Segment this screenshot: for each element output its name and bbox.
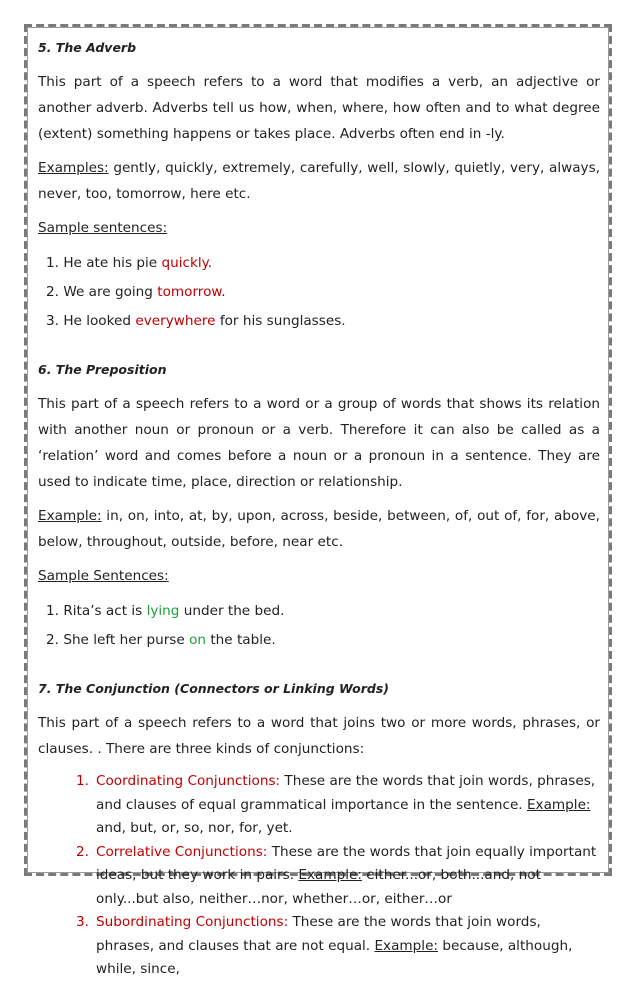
example-text: in, on, into, at, by, upon, across, beside, between, of, out of, for, above, below, throughout, outside, before, near etc. (38, 508, 600, 550)
example-label: Example: (298, 867, 362, 883)
list-item (38, 278, 600, 307)
adverb-sample-list (38, 249, 600, 336)
examples-label: Examples: (38, 160, 109, 176)
sample-sentences-label: Sample sentences: (38, 220, 168, 236)
kind-name: Coordinating Conjunctions: (96, 773, 281, 789)
heading-adverb: 5. The Adverb (38, 40, 137, 55)
highlighted-word: lying (146, 603, 180, 619)
sample-sentences-label: Sample Sentences: (38, 568, 169, 584)
example-text: and, but, or, so, nor, for, yet. (96, 820, 293, 836)
sentence-text: . (207, 255, 213, 271)
example-label: Example: (38, 508, 102, 524)
list-item (38, 307, 600, 336)
highlighted-word: quickly (161, 255, 208, 271)
sentence-text: under the bed. (179, 603, 285, 619)
example-text: either...or, both...and, not only...but also, neither…nor, whether…or, either…or (96, 867, 541, 907)
list-number: 2. (46, 632, 59, 648)
example-label: Example: (526, 796, 591, 813)
list-number: 3. (76, 914, 89, 930)
list-item (38, 841, 600, 912)
list-item (38, 911, 600, 982)
heading-conjunction: 7. The Conjunction (Connectors or Linking Words) (38, 681, 389, 696)
kind-description: These are the words that join words, phrases, and clauses that are not equal. (96, 914, 541, 954)
list-number: 3. (46, 313, 59, 329)
preposition-sample-label (38, 563, 600, 589)
list-item (38, 597, 600, 626)
kind-name: Correlative Conjunctions: (96, 843, 268, 860)
highlighted-word: tomorrow (157, 284, 222, 300)
adverb-definition: This part of a speech refers to a word that modifies a verb, an adjective or another adverb. Adverbs tell us how, when, where, how often and to what degree (extent) something happens or takes place. Adverbs often end in -ly. (38, 74, 600, 142)
highlighted-word: everywhere (135, 313, 216, 329)
kind-description: These are the words that join words, phrases, and clauses of equal grammatical importance in the sentence. (96, 773, 596, 813)
preposition-definition: This part of a speech refers to a word or a group of words that shows its relation with another noun or pronoun or a verb. Therefore it can also be called as a ‘relation’ word and comes before a noun or a pronoun in a sentence. They are used to indicate time, place, direction or relationship. (38, 396, 600, 490)
section-gap (38, 344, 600, 354)
kind-name: Subordinating Conjunctions: (96, 914, 289, 930)
sentence-text: She left her purse (63, 632, 190, 648)
list-item (38, 770, 600, 841)
list-number: 1. (46, 255, 59, 271)
sentence-text: He ate his pie (63, 255, 162, 271)
adverb-examples (38, 155, 600, 207)
preposition-sample-list (38, 597, 600, 655)
sentence-text: We are going (63, 284, 158, 300)
example-text: because, although, while, since, (96, 937, 573, 977)
list-number: 1. (46, 603, 59, 619)
heading-preposition: 6. The Preposition (38, 362, 167, 377)
highlighted-word: on (189, 632, 207, 648)
kind-description: These are the words that join equally important ideas, but they work in pairs. (96, 843, 597, 883)
section-gap (38, 663, 600, 673)
example-label: Example: (374, 937, 439, 954)
preposition-examples (38, 503, 600, 555)
conjunction-kinds-list (38, 770, 600, 982)
examples-text: gently, quickly, extremely, carefully, well, slowly, quietly, very, always, never, too, tomorrow, here etc. (38, 160, 600, 202)
conjunction-definition: This part of a speech refers to a word that joins two or more words, phrases, or clauses. . There are three kinds of conjunctions: (38, 715, 600, 757)
document-body (38, 32, 600, 982)
adverb-sample-label (38, 215, 600, 241)
list-item (38, 626, 600, 655)
sentence-text: for his sunglasses. (215, 313, 346, 329)
sentence-text: He looked (63, 313, 136, 329)
list-number: 2. (46, 284, 59, 300)
sentence-text: Rita’s act is (63, 603, 147, 619)
sentence-text: . (221, 284, 226, 300)
list-number: 2. (76, 843, 89, 860)
list-item (38, 249, 600, 278)
sentence-text: the table. (206, 632, 276, 648)
list-number: 1. (76, 773, 89, 789)
